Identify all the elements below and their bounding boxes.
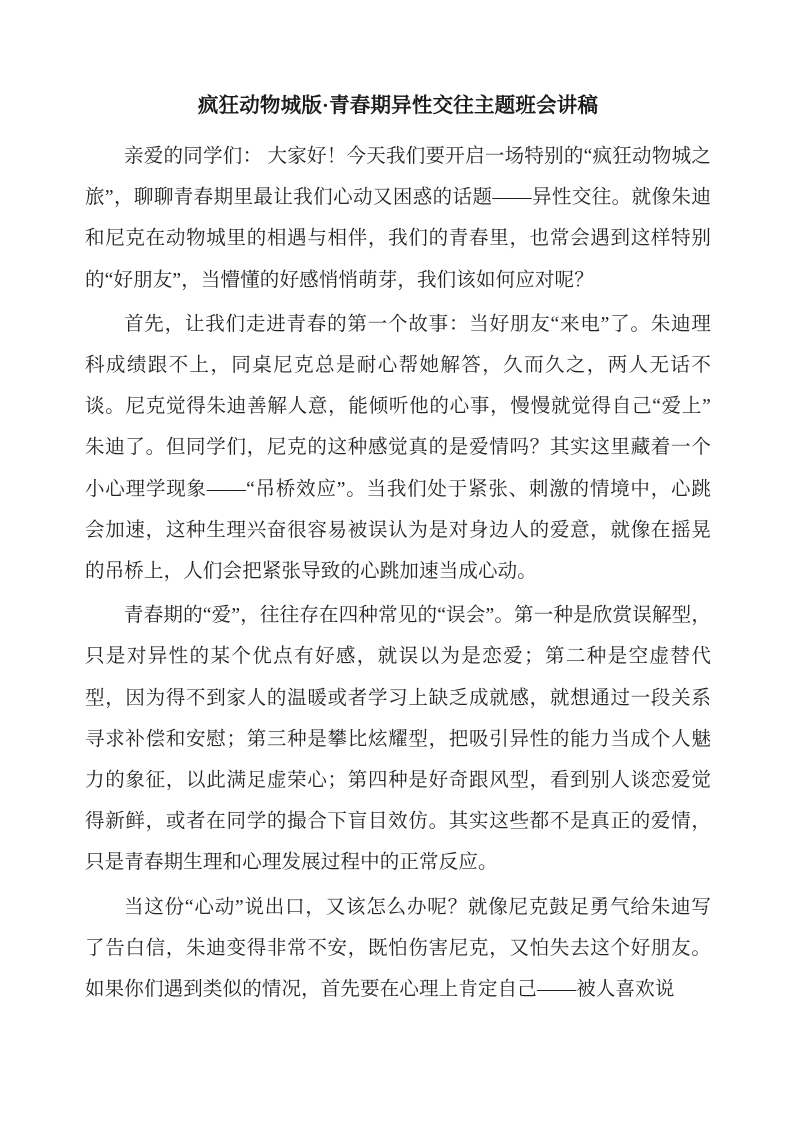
paragraph-2: 首先，让我们走进青春的第一个故事：当好朋友“来电”了。朱迪理科成绩跟不上，同桌尼克总是耐心帮她解答，久而久之，两人无话不谈。尼克觉得朱迪善解人意，能倾听他的心事，慢慢就觉得自己“爱上”朱迪了。但同学们，尼克的这种感觉真的是爱情吗？其实这里藏着一个小心理学现象——“吊桥效应”。当我们处于紧张、刺激的情境中，心跳会加速，这种生理兴奋很容易被误认为是对身边人的爱意，就像在摇晃的吊桥上，人们会把紧张导致的心跳加速当成心动。 bbox=[85, 313, 711, 583]
paragraph-4: 当这份“心动”说出口，又该怎么办呢？就像尼克鼓足勇气给朱迪写了告白信，朱迪变得非常不安，既怕伤害尼克，又怕失去这个好朋友。如果你们遇到类似的情况，首先要在心理上肯定自己——被人喜欢说 bbox=[85, 896, 711, 1001]
paragraph-1: 亲爱的同学们： 大家好！今天我们要开启一场特别的“疯狂动物城之旅”，聊聊青春期里最让我们心动又困惑的话题——异性交往。就像朱迪和尼克在动物城里的相遇与相伴，我们的青春里，也常会遇到这样特别的“好朋友”，当懵懂的好感悄悄萌芽，我们该如何应对呢？ bbox=[85, 146, 711, 291]
document-title: 疯狂动物城版·青春期异性交往主题班会讲稿 bbox=[197, 95, 599, 117]
document-body bbox=[85, 86, 711, 1010]
paragraph-3: 青春期的“爱”，往往存在四种常见的“误会”。第一种是欣赏误解型，只是对异性的某个优点有好感，就误以为是恋爱；第二种是空虚替代型，因为得不到家人的温暖或者学习上缺乏成就感，就想通过一段关系寻求补偿和安慰；第三种是攀比炫耀型，把吸引异性的能力当成个人魅力的象征，以此满足虚荣心；第四种是好奇跟风型，看到别人谈恋爱觉得新鲜，或者在同学的撮合下盲目效仿。其实这些都不是真正的爱情，只是青春期生理和心理发展过程中的正常反应。 bbox=[85, 605, 711, 874]
